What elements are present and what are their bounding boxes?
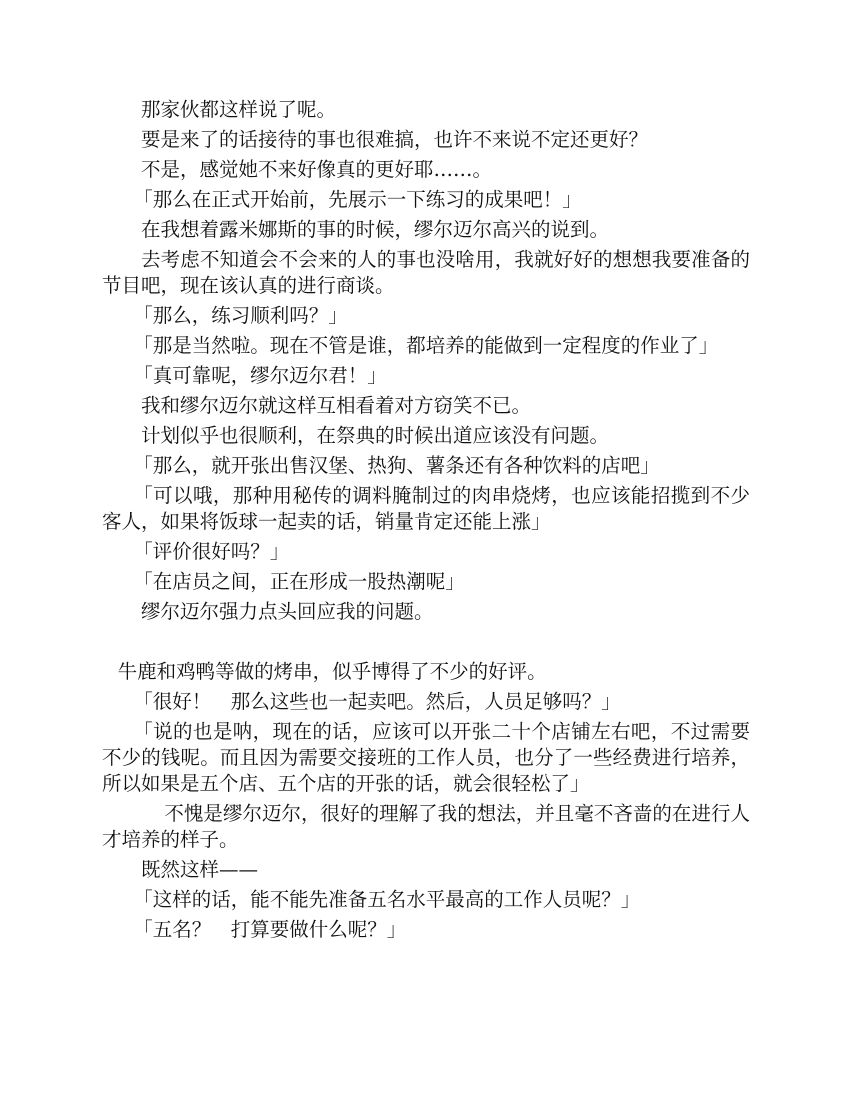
paragraph: 牛鹿和鸡鸭等做的烤串，似乎博得了不少的好评。 xyxy=(117,660,547,683)
dialogue-paragraph: 「在店员之间，正在形成一股热潮呢」 xyxy=(133,570,465,593)
dialogue-paragraph: 「那么在正式开始前，先展示一下练习的成果吧！」 xyxy=(133,188,582,211)
dialogue-paragraph: 「可以哦，那种用秘传的调料腌制过的肉串烧烤，也应该能招揽到不少客人，如果将饭球一起卖的话，销量肯定还能上涨」 xyxy=(102,484,750,533)
body-text xyxy=(102,97,750,947)
dialogue-paragraph: 「说的也是呐，现在的话，应该可以开张二十个店铺左右吧，不过需要不少的钱呢。而且因为需要交接班的工作人员，也分了一些经费进行培养，所以如果是五个店、五个店的开张的话，就会很轻松了」 xyxy=(102,720,750,795)
dialogue-paragraph: 「那是当然啦。现在不管是谁，都培养的能做到一定程度的作业了」 xyxy=(133,334,719,357)
paragraph: 要是来了的话接待的事也很难搞，也许不来说不定还更好？ xyxy=(141,128,649,151)
paragraph: 不是，感觉她不来好像真的更好耶……。 xyxy=(141,158,493,181)
dialogue-paragraph: 「五名？ 打算要做什么呢？」 xyxy=(133,918,407,941)
paragraph: 我和缪尔迈尔就这样互相看着对方窃笑不已。 xyxy=(141,394,532,417)
dialogue-paragraph: 「这样的话，能不能先准备五名水平最高的工作人员呢？」 xyxy=(133,888,641,911)
section-gap xyxy=(102,629,750,659)
paragraph: 缪尔迈尔强力点头回应我的问题。 xyxy=(141,600,434,623)
dialogue-paragraph: 「那么，就开张出售汉堡、热狗、薯条还有各种饮料的店吧」 xyxy=(133,454,660,477)
dialogue-paragraph: 「很好！ 那么这些也一起卖吧。然后，人员足够吗？」 xyxy=(133,690,621,713)
dialogue-paragraph: 「那么，练习顺利吗？」 xyxy=(133,304,348,327)
paragraph: 不愧是缪尔迈尔，很好的理解了我的想法，并且毫不吝啬的在进行人才培养的样子。 xyxy=(102,802,750,851)
dialogue-paragraph: 「真可靠呢，缪尔迈尔君！」 xyxy=(133,364,387,387)
paragraph: 在我想着露米娜斯的事的时候，缪尔迈尔高兴的说到。 xyxy=(141,218,610,241)
paragraph: 去考虑不知道会不会来的人的事也没啥用，我就好好的想想我要准备的节目吧，现在该认真的进行商谈。 xyxy=(102,248,750,297)
paragraph: 计划似乎也很顺利，在祭典的时候出道应该没有问题。 xyxy=(141,424,610,447)
paragraph: 那家伙都这样说了呢。 xyxy=(141,98,337,121)
dialogue-paragraph: 「评价很好吗？」 xyxy=(133,540,290,563)
paragraph: 既然这样—— xyxy=(141,858,259,881)
